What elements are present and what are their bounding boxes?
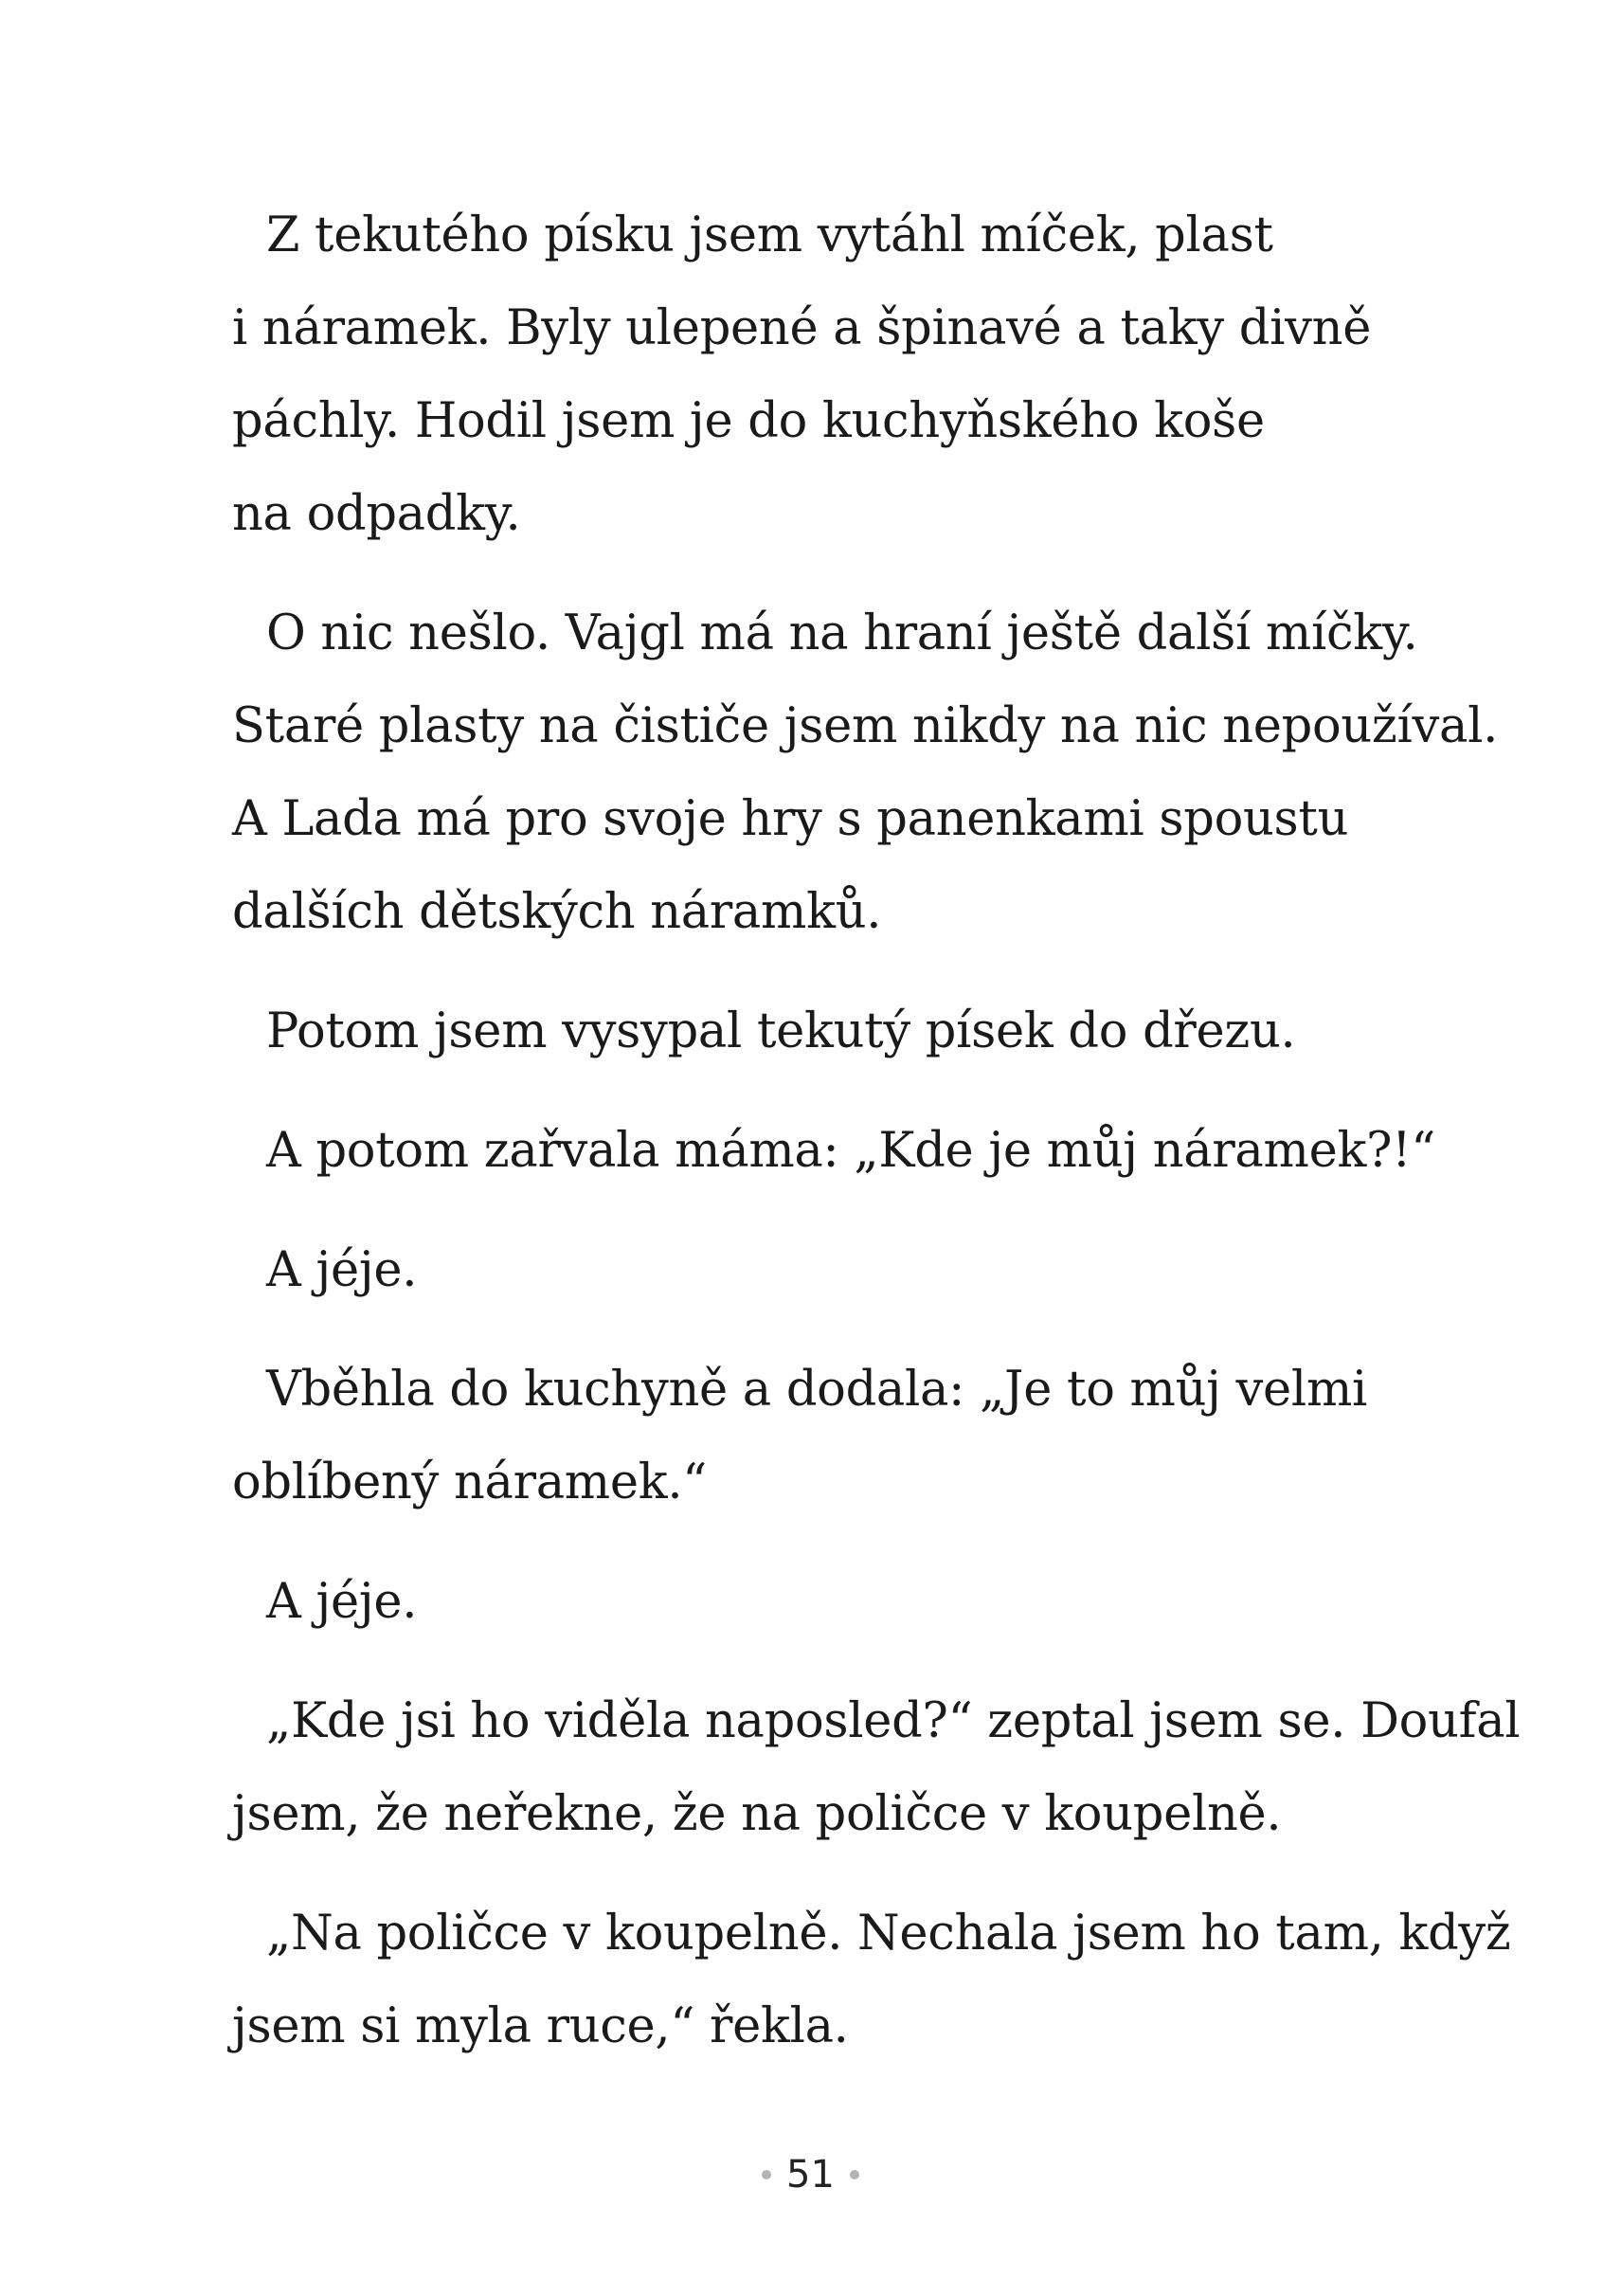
- text-line: páchly. Hodil jsem je do kuchyňského koše: [232, 393, 1265, 449]
- page-number: 51: [786, 2153, 835, 2197]
- paragraph: [232, 588, 1502, 959]
- text-line: A jéje.: [266, 1242, 418, 1298]
- text-line: Staré plasty na čističe jsem nikdy na nic nepoužíval.: [232, 698, 1499, 754]
- text-line: na odpadky.: [232, 486, 521, 542]
- text-line: Potom jsem vysypal tekutý písek do dřezu.: [266, 1003, 1296, 1059]
- paragraph: [232, 1105, 1502, 1198]
- text-line: Z tekutého písku jsem vytáhl míček, plast: [266, 208, 1273, 263]
- text-line: jsem si myla ruce,“ řekla.: [232, 1998, 849, 2054]
- text-line: A jéje.: [266, 1574, 418, 1630]
- text-line: A potom zařvala máma: „Kde je můj náramek?!“: [266, 1123, 1436, 1179]
- text-line: jsem, že neřekne, že na poličce v koupelně.: [232, 1786, 1282, 1842]
- page-footer: [0, 2151, 1621, 2197]
- text-line: i náramek. Byly ulepené a špinavé a taky divně: [232, 300, 1372, 356]
- body-text: [232, 190, 1521, 2100]
- paragraph: [232, 985, 1502, 1078]
- text-line: A Lada má pro svoje hry s panenkami spoustu: [232, 791, 1349, 847]
- text-line: O nic nešlo. Vajgl má na hraní ještě další míčky.: [266, 606, 1418, 661]
- paragraph: [232, 1344, 1502, 1529]
- text-line: oblíbený náramek.“: [232, 1455, 708, 1510]
- paragraph: [232, 1556, 1502, 1649]
- paragraph: [232, 1675, 1521, 1861]
- text-line: „Kde jsi ho viděla naposled?“ zeptal jsem se. Doufal: [266, 1693, 1521, 1749]
- text-line: „Na poličce v koupelně. Nechala jsem ho tam, když: [266, 1906, 1511, 1962]
- paragraph: [232, 1224, 1502, 1317]
- text-line: Vběhla do kuchyně a dodala: „Je to můj velmi: [266, 1362, 1368, 1418]
- bullet-dot-icon: [850, 2170, 859, 2179]
- text-line: dalších dětských náramků.: [232, 884, 882, 940]
- paragraph: [232, 1888, 1511, 2073]
- bullet-dot-icon: [762, 2170, 771, 2179]
- paragraph: [232, 190, 1502, 561]
